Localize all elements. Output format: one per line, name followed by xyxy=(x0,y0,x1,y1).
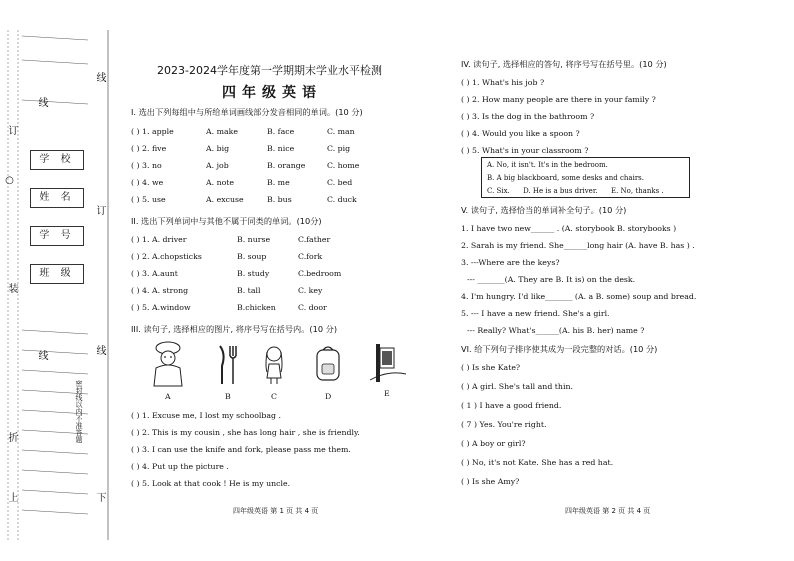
s6-line-7: ( ) Is she Amy? xyxy=(461,477,520,486)
s4-q3: ( ) 3. Is the dog in the bathroom ? xyxy=(461,112,595,121)
s6-line-5: ( ) A boy or girl? xyxy=(461,439,526,448)
binding-mark-5: 折 xyxy=(6,432,17,442)
s5-q5: 5. --- I have a new friend. She's a girl. xyxy=(461,309,610,318)
s1-q5-a: A. excuse xyxy=(206,195,244,204)
s5-q3-answer: --- _______(A. They are B. It is) on the desk. xyxy=(467,275,636,284)
pic-label-c: C xyxy=(271,392,277,401)
s1-q4-b: B. me xyxy=(267,178,290,187)
knife-fork-picture xyxy=(214,344,242,386)
section-1-heading: I. 选出下列每组中与所给单词画线部分发音相同的单词。(10 分) xyxy=(131,107,363,117)
s1-q2: ( ) 2. five xyxy=(131,144,167,153)
s2-q1: ( ) 1. A. driver xyxy=(131,235,187,244)
answer-option-a: A. No, it isn't. It's in the bedroom. xyxy=(487,161,608,169)
section-4-heading: IV. 读句子, 选择相应的答句, 将序号写在括号里。(10 分) xyxy=(461,59,667,69)
s4-q4: ( ) 4. Would you like a spoon ? xyxy=(461,129,580,138)
binding-mark-9: 线 xyxy=(94,345,105,355)
binding-mark-4: 线 xyxy=(36,350,47,360)
picture-frame-picture xyxy=(368,340,408,386)
binding-mark-6: 上 xyxy=(6,492,17,502)
exam-title: 2023-2024学年度第一学期期末学业水平检测 xyxy=(157,64,382,77)
s3-q5: ( ) 5. Look at that cook ! He is my uncle. xyxy=(131,479,291,488)
binding-mark-10: 下 xyxy=(94,492,105,502)
s1-q4: ( ) 4. we xyxy=(131,178,164,187)
binding-circle-1: ○ xyxy=(4,175,15,186)
school-field[interactable]: 学 校 xyxy=(30,150,84,170)
exam-subject: 四年级英语 xyxy=(222,85,322,101)
s2-q5: ( ) 5. A.window xyxy=(131,303,191,312)
s2-q1-c: C.father xyxy=(298,235,331,244)
class-field[interactable]: 班 级 xyxy=(30,264,84,284)
binding-mark-2: 订 xyxy=(6,125,17,135)
binding-mark-8: 订 xyxy=(94,205,105,215)
s1-q4-a: A. note xyxy=(206,178,235,187)
s5-q2: 2. Sarah is my friend. She______long hair (A. have B. has ) . xyxy=(461,241,695,250)
section-2-heading: II. 选出下列单词中与其他不属于同类的单词。(10分) xyxy=(131,216,322,226)
s3-q3: ( ) 3. I can use the knife and fork, please pass me them. xyxy=(131,445,351,454)
s3-q1: ( ) 1. Excuse me, I lost my schoolbag . xyxy=(131,411,281,420)
s1-q4-c: C. bed xyxy=(327,178,353,187)
s4-q2: ( ) 2. How many people are there in your family ? xyxy=(461,95,656,104)
s2-q3-b: B. study xyxy=(237,269,270,278)
s2-q2: ( ) 2. A.chopsticks xyxy=(131,252,202,261)
s1-q2-c: C. pig xyxy=(327,144,351,153)
s1-q2-a: A. big xyxy=(206,144,230,153)
s2-q4-c: C. key xyxy=(298,286,323,295)
s1-q5-b: B. bus xyxy=(267,195,292,204)
student-id-field[interactable]: 学 号 xyxy=(30,226,84,246)
s6-line-1: ( ) Is she Kate? xyxy=(461,363,521,372)
binding-mark-1: 线 xyxy=(36,97,47,107)
footer-page-1: 四年级英语 第 1 页 共 4 页 xyxy=(233,507,319,515)
s2-q3-c: C.bedroom xyxy=(298,269,342,278)
s6-line-3: ( 1 ) I have a good friend. xyxy=(461,401,562,410)
cook-picture xyxy=(146,340,190,388)
s2-q4: ( ) 4. A. strong xyxy=(131,286,189,295)
s1-q3-b: B. orange xyxy=(267,161,306,170)
s1-q1: ( ) 1. apple xyxy=(131,127,174,136)
s2-q3: ( ) 3. A.aunt xyxy=(131,269,178,278)
s5-q3: 3. ---Where are the keys? xyxy=(461,258,560,267)
footer-page-2: 四年级英语 第 2 页 共 4 页 xyxy=(565,507,651,515)
s4-q5: ( ) 5. What's in your classroom ? xyxy=(461,146,589,155)
name-field[interactable]: 姓 名 xyxy=(30,188,84,208)
pic-label-a: A xyxy=(165,392,171,401)
s1-q1-c: C. man xyxy=(327,127,355,136)
s2-q1-b: B. nurse xyxy=(237,235,271,244)
binding-mark-3: 装 xyxy=(6,283,17,293)
s2-q4-b: B. tall xyxy=(237,286,261,295)
s5-q4: 4. I'm hungry. I'd like_______ (A. a B. some) soup and bread. xyxy=(461,292,697,301)
s1-q1-b: B. face xyxy=(267,127,295,136)
binding-notice: 密封线以内不准答题 xyxy=(75,380,83,443)
pic-label-e: E xyxy=(384,389,390,398)
pic-label-b: B xyxy=(225,392,231,401)
s6-line-6: ( ) No, it's not Kate. She has a red hat. xyxy=(461,458,614,467)
s1-q5: ( ) 5. use xyxy=(131,195,166,204)
pic-label-d: D xyxy=(325,392,332,401)
s6-line-4: ( 7 ) Yes. You're right. xyxy=(461,420,547,429)
s5-q1: 1. I have two new______ . (A. storybook B. storybooks ) xyxy=(461,224,677,233)
s3-q2: ( ) 2. This is my cousin , she has long hair , she is friendly. xyxy=(131,428,360,437)
s1-q3: ( ) 3. no xyxy=(131,161,162,170)
s2-q2-b: B. soup xyxy=(237,252,267,261)
s1-q3-a: A. job xyxy=(206,161,229,170)
s1-q1-a: A. make xyxy=(206,127,238,136)
s2-q5-b: B.chicken xyxy=(237,303,276,312)
s2-q2-c: C.fork xyxy=(298,252,323,261)
s6-line-2: ( ) A girl. She's tall and thin. xyxy=(461,382,573,391)
answer-option-b: B. A big blackboard, some desks and chairs. xyxy=(487,174,644,182)
binding-mark-7: 线 xyxy=(94,72,105,82)
s1-q5-c: C. duck xyxy=(327,195,357,204)
section-6-heading: VI. 给下列句子排序使其成为一段完整的对话。(10 分) xyxy=(461,344,658,354)
s1-q2-b: B. nice xyxy=(267,144,295,153)
s2-q5-c: C. door xyxy=(298,303,327,312)
s1-q3-c: C. home xyxy=(327,161,360,170)
s5-q5-answer: --- Really? What's______(A. his B. her) name ? xyxy=(467,326,645,335)
schoolbag-picture xyxy=(313,344,343,384)
section-5-heading: V. 读句子, 选择恰当的单词补全句子。(10 分) xyxy=(461,205,627,215)
answer-option-cde: C. Six. D. He is a bus driver. E. No, thanks . xyxy=(487,187,664,195)
binding-strip xyxy=(0,0,118,561)
girl-picture xyxy=(261,342,287,386)
s4-q1: ( ) 1. What's his job ? xyxy=(461,78,545,87)
section-3-heading: III. 读句子, 选择相应的图片, 将序号写在括号内。(10 分) xyxy=(131,324,338,334)
s3-q4: ( ) 4. Put up the picture . xyxy=(131,462,229,471)
